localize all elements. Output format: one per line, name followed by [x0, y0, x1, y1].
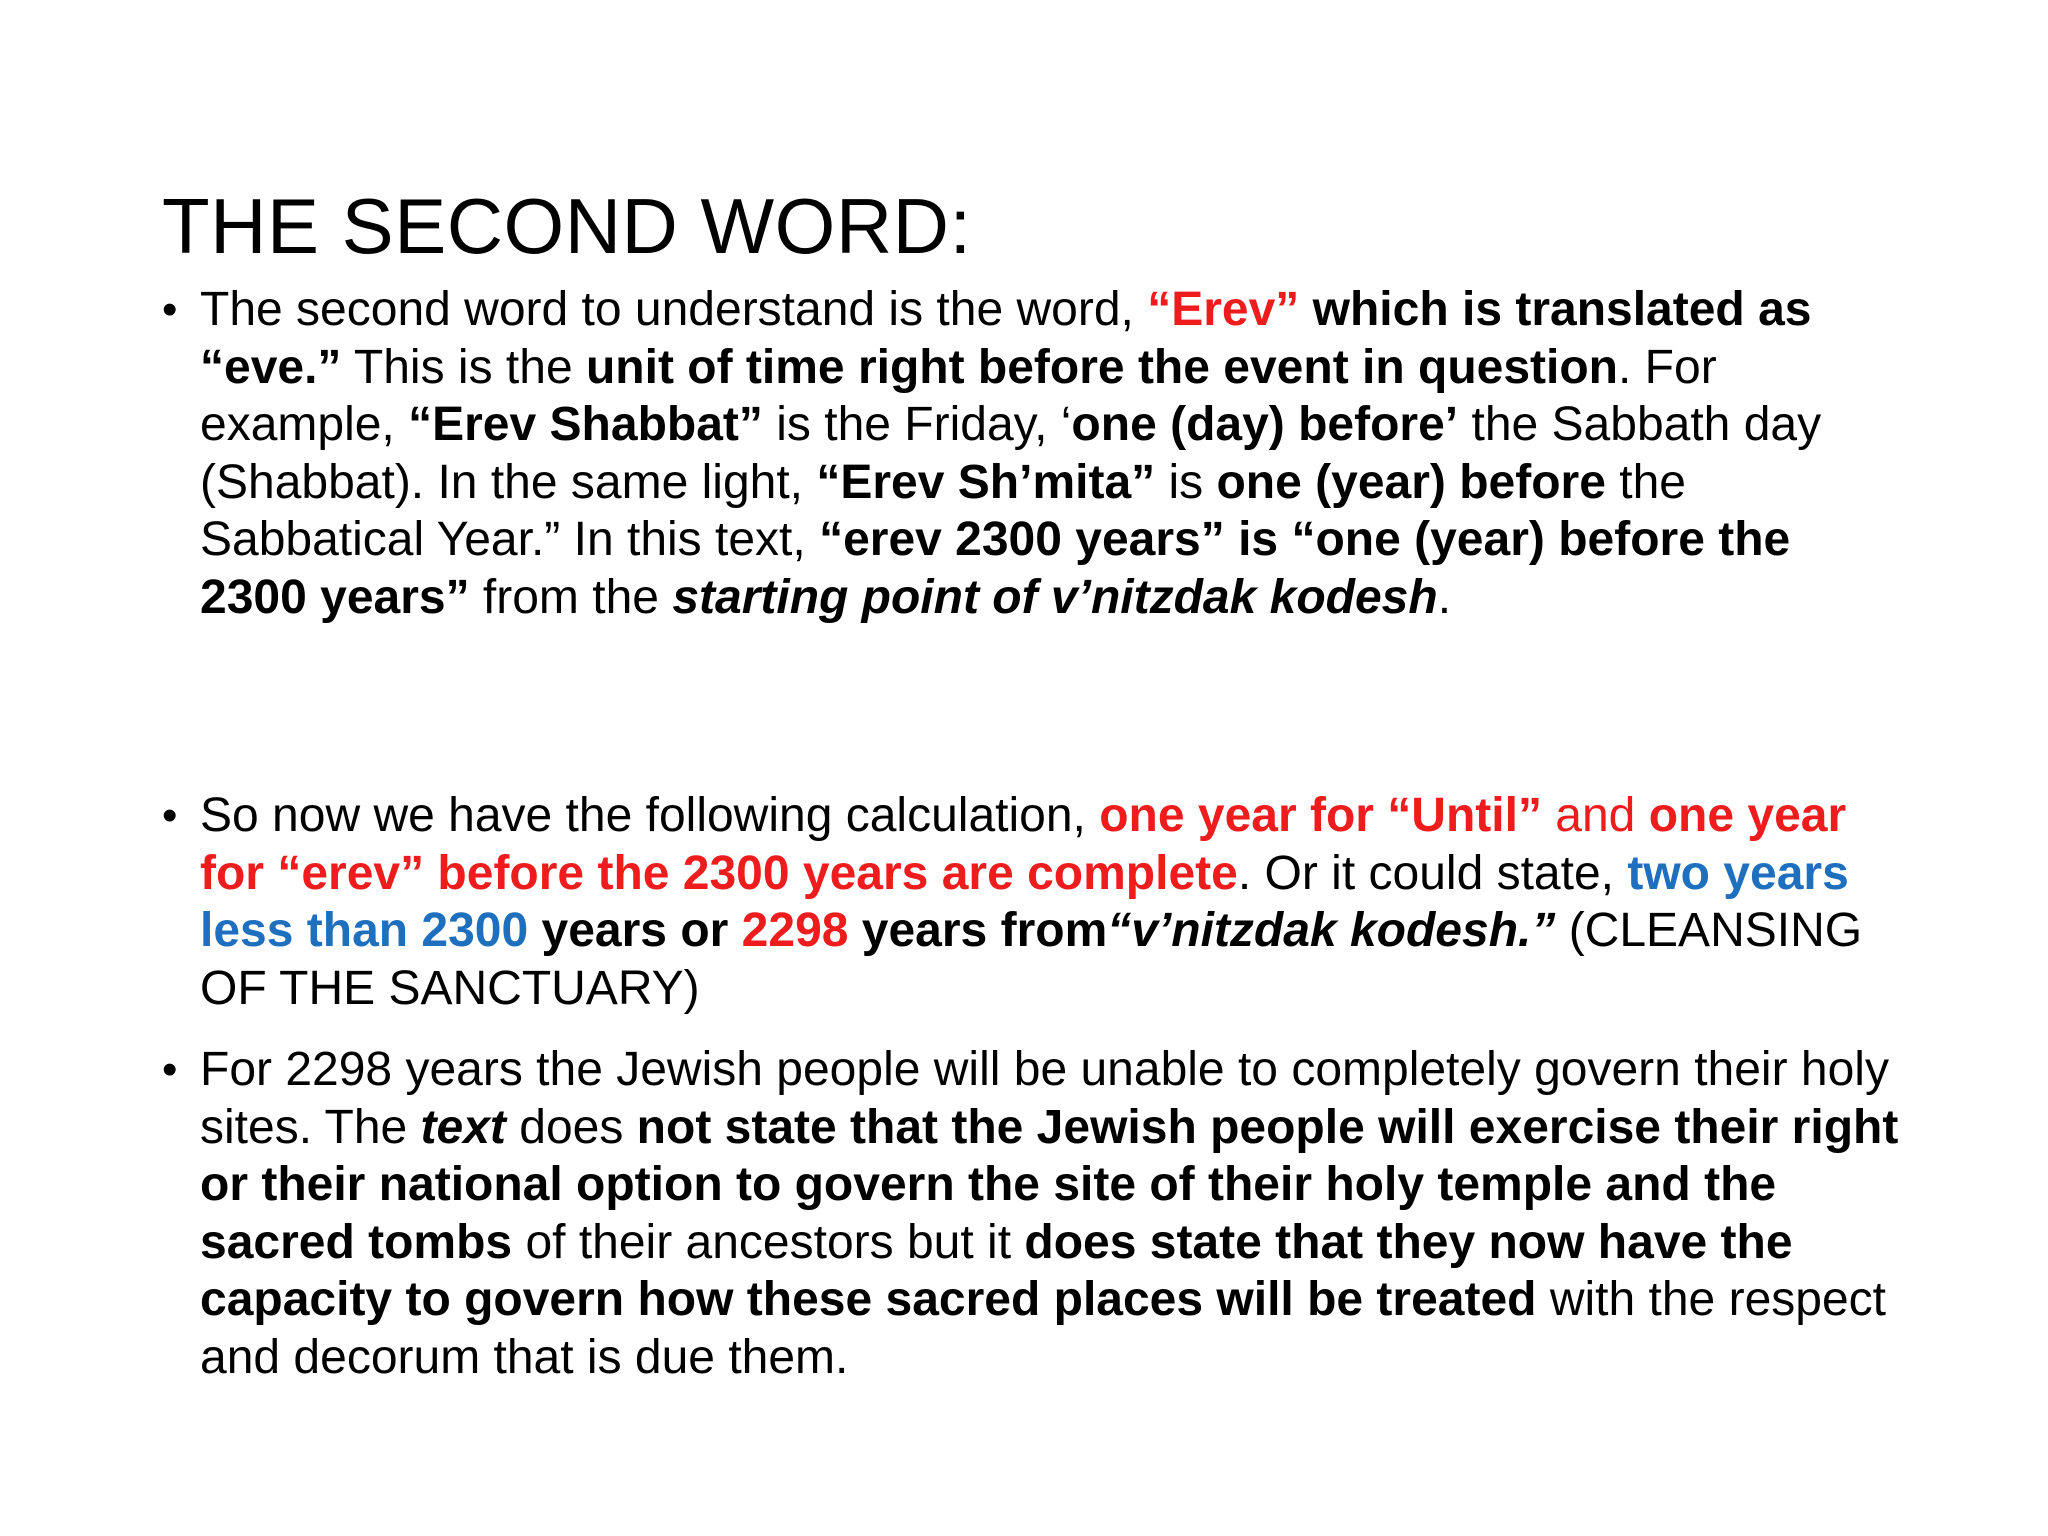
text-run: years from [848, 904, 1108, 957]
text-run: unit of time right before the event in question [585, 340, 1618, 394]
text-run: years or [528, 904, 742, 957]
bullet-calculation [200, 787, 1910, 1017]
text-run: (CLEANSING OF THE SANCTUARY) [200, 904, 1863, 1015]
text-run: the Sabbatical Year.” In this text, [200, 455, 1686, 566]
text-run: and [1541, 789, 1649, 842]
text-run: So now we have the following calculation, [200, 789, 1100, 842]
text-run: The second word to understand is the word, [200, 283, 1148, 336]
text-run: from the [469, 570, 673, 624]
text-run: “Erev Shabbat” [408, 398, 763, 451]
text-run: For 2298 years the Jewish people will be unable to completely govern their holy sites. The [200, 1043, 1889, 1154]
text-run: not state that the Jewish people will exercise their right or their national option to govern the site of their holy temple and the sacred tombs [200, 1100, 1899, 1269]
text-run: the Sabbath day (Shabbat). In the same light, [200, 398, 1822, 509]
text-run: of their ancestors but it [512, 1215, 1025, 1269]
text-run: starting point of v’nitzdak kodesh [672, 570, 1438, 624]
text-run: “erev 2300 years” is “one (year) before the 2300 years” [200, 513, 1791, 624]
text-run: “v’nitzdak kodesh.” [1107, 904, 1556, 957]
slide-title: THE SECOND WORD: [162, 182, 972, 270]
text-run: . Or it could state, [1237, 846, 1628, 900]
text-run: which is translated as “eve.” [200, 283, 1812, 394]
text-run: does state that they now have the capacity to govern how these sacred places will be treated [200, 1215, 1793, 1326]
text-run: This is the [341, 340, 586, 394]
text-run: one (day) before’ [1071, 398, 1459, 451]
text-run-erev: “Erev” [1147, 283, 1300, 336]
text-run: is [1155, 455, 1217, 509]
text-run: one year for “Until” [1099, 789, 1542, 842]
bullet-erev-definition [200, 281, 1910, 626]
text-run: 2298 [741, 904, 849, 957]
text-run: . For example, [200, 340, 1717, 451]
text-run: is the Friday, ‘ [762, 398, 1072, 451]
text-run: one (year) before [1216, 455, 1606, 509]
text-run: text [420, 1100, 506, 1154]
bullet-2298-years [200, 1041, 1920, 1386]
text-run: . [1437, 570, 1452, 624]
text-run: does [505, 1100, 637, 1154]
text-run: one year for “erev” before the 2300 years are complete [200, 789, 1847, 900]
text-run: two years less than 2300 [200, 846, 1849, 957]
text-run: with the respect and decorum that is due them. [200, 1273, 1886, 1384]
text-run: “Erev Sh’mita” [816, 455, 1156, 509]
